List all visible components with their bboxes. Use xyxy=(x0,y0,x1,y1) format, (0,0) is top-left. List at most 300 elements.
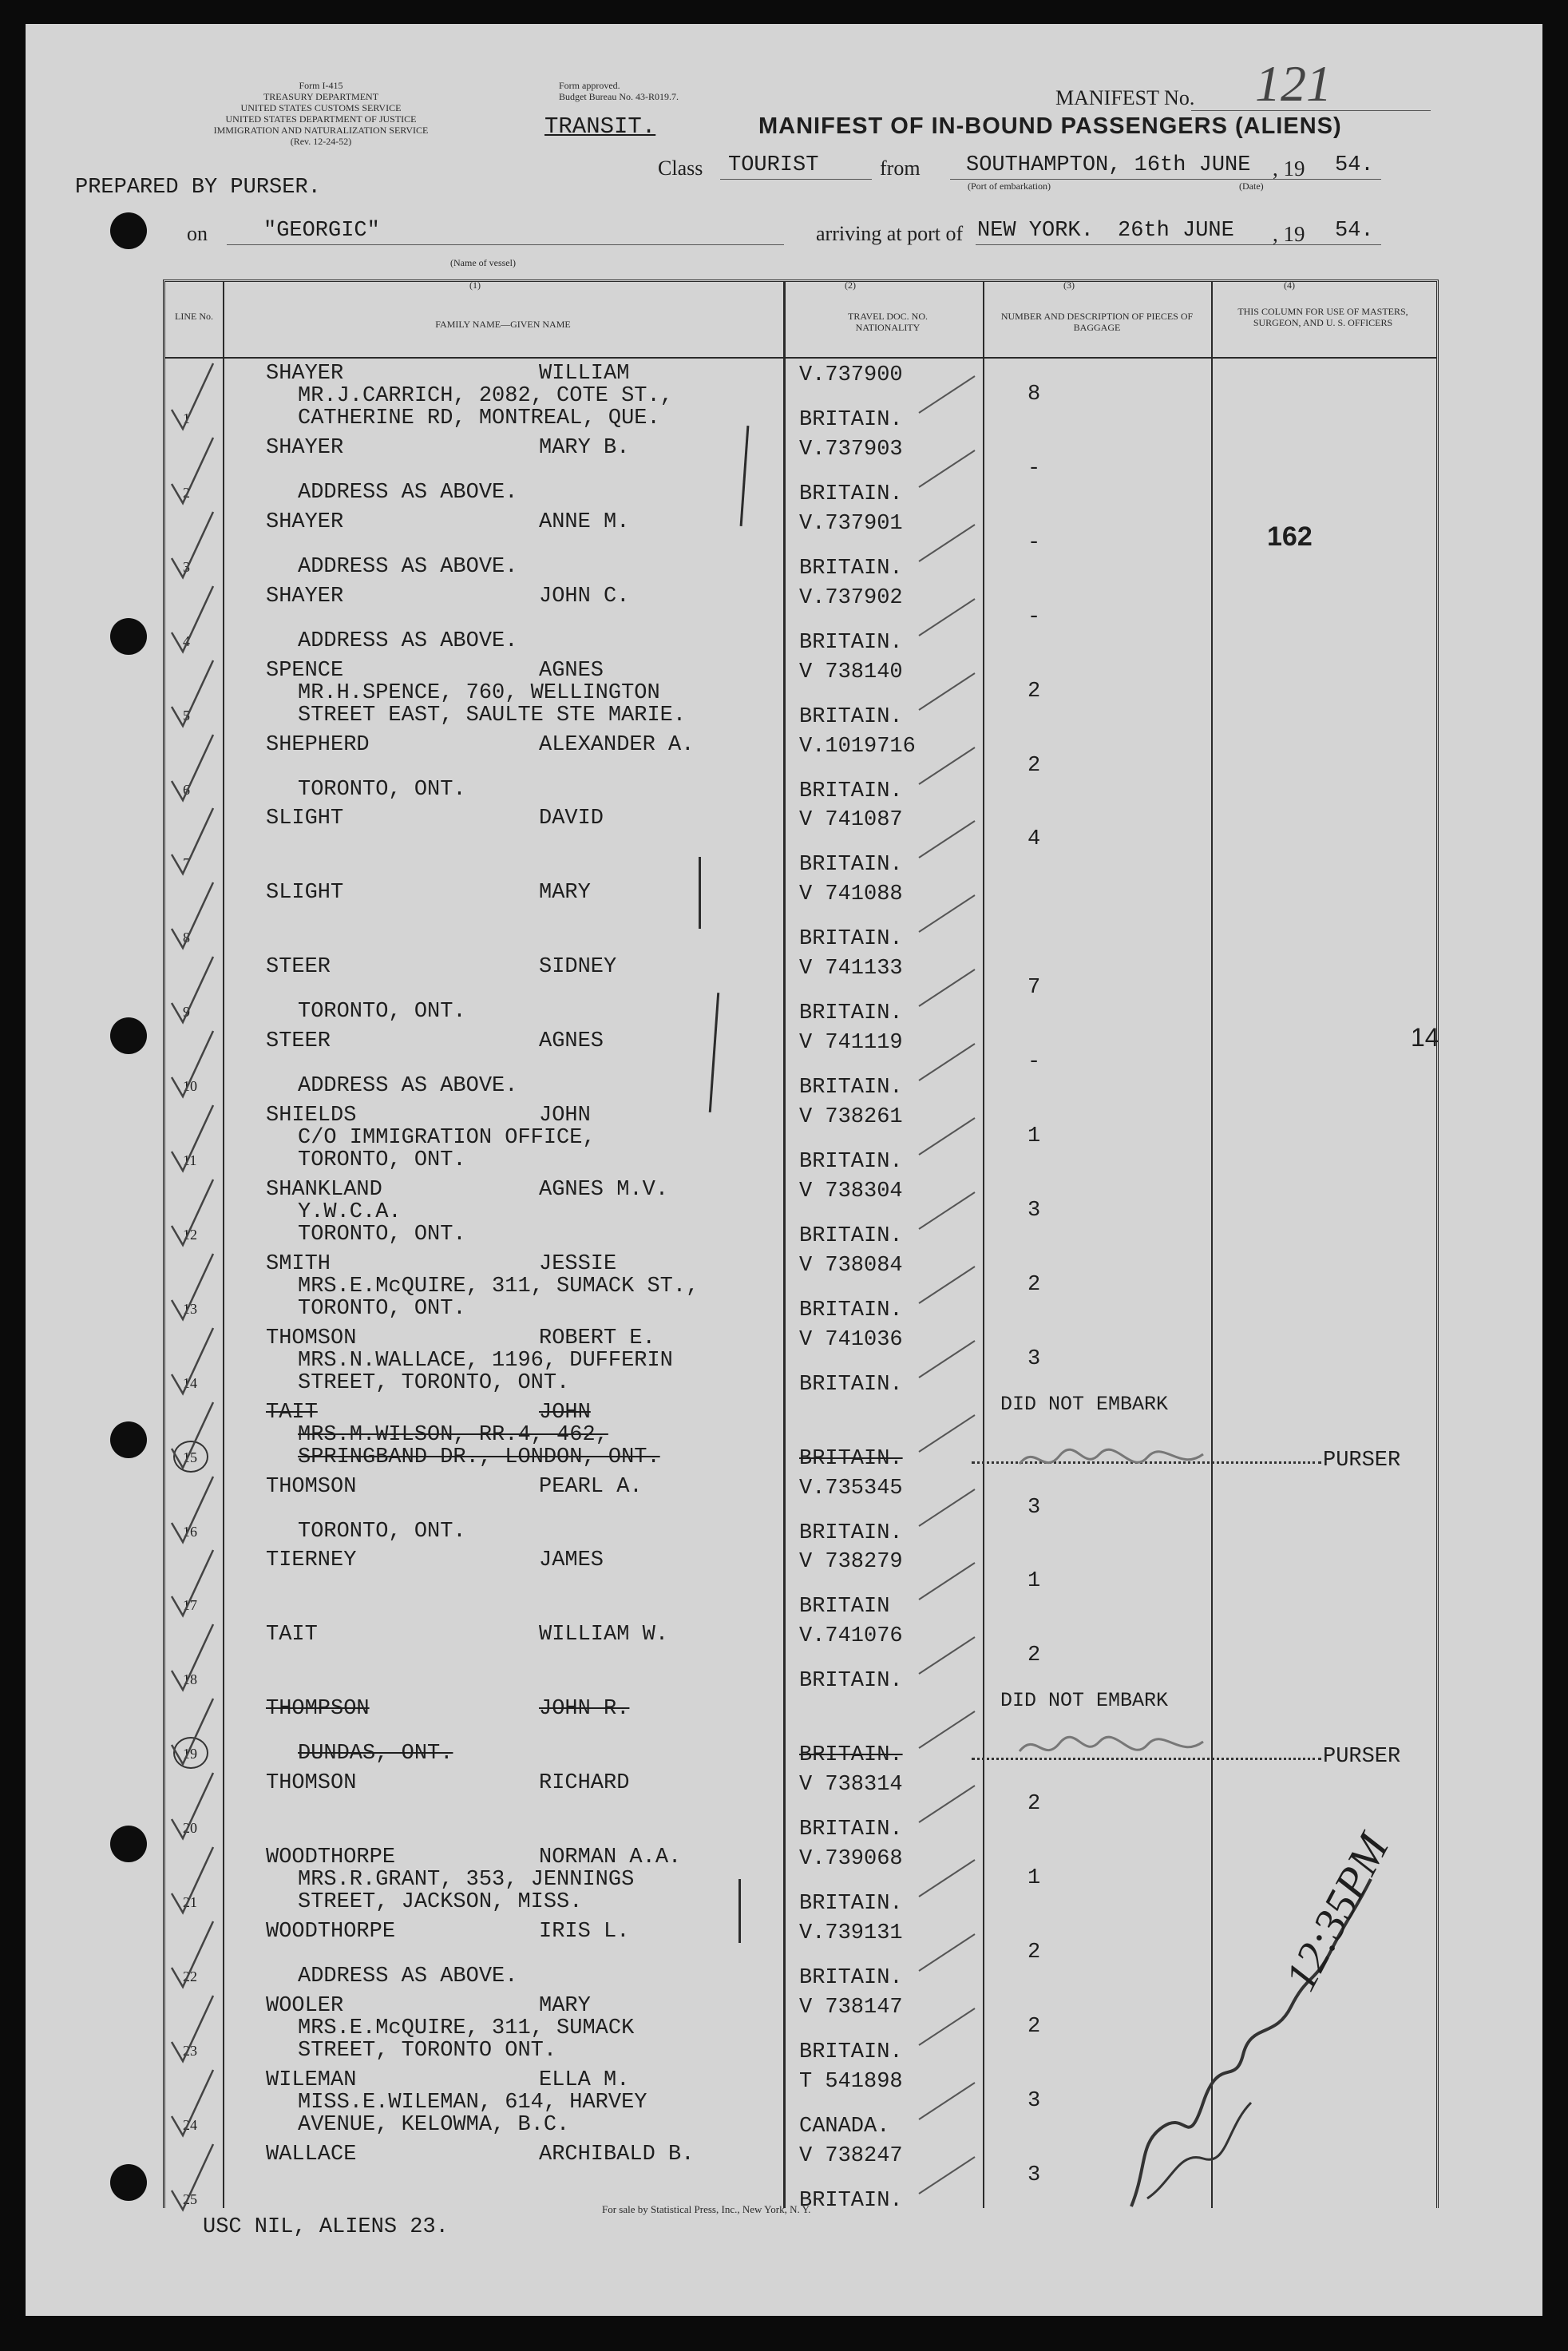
baggage-count: 3 xyxy=(1028,1495,1041,1520)
line-number: 23 xyxy=(183,2042,197,2059)
table-row xyxy=(165,1621,1436,1695)
class-line xyxy=(720,179,872,180)
on-label: on xyxy=(187,222,208,245)
baggage-count: 2 xyxy=(1028,1272,1041,1297)
nationality: BRITAIN. xyxy=(799,704,903,729)
from-label: from xyxy=(880,157,921,180)
printer-imprint: For sale by Statistical Press, Inc., New York, N. Y. xyxy=(602,2203,811,2215)
given-name: MARY xyxy=(539,881,591,906)
travel-doc-number: V.1019716 xyxy=(799,734,916,759)
line-number: 19 xyxy=(183,1746,197,1762)
travel-doc-number: V 738304 xyxy=(799,1179,903,1203)
customs-service: UNITED STATES CUSTOMS SERVICE xyxy=(240,102,402,113)
baggage-count: 2 xyxy=(1028,2014,1041,2039)
punch-hole xyxy=(110,1017,147,1054)
did-not-embark-note: DID NOT EMBARK xyxy=(1000,1689,1169,1713)
doc-check-stroke xyxy=(916,667,980,715)
line-number: 11 xyxy=(183,1152,197,1168)
header-travel-doc: TRAVEL DOC. NO. NATIONALITY xyxy=(847,311,928,333)
doc-check-stroke xyxy=(916,815,980,862)
address-line: MRS.N.WALLACE, 1196, DUFFERIN xyxy=(298,1348,673,1373)
travel-doc-number: V 738247 xyxy=(799,2143,903,2168)
purser-signature xyxy=(1012,1440,1219,1480)
nationality: BRITAIN. xyxy=(799,1892,903,1916)
nationality: BRITAIN. xyxy=(799,1446,903,1471)
nationality: BRITAIN. xyxy=(799,408,903,432)
check-mark xyxy=(165,1547,221,1619)
line-number: 7 xyxy=(183,855,190,872)
nationality: BRITAIN. xyxy=(799,1372,903,1397)
check-mark xyxy=(165,434,221,506)
address-line: MRS.E.McQUIRE, 311, SUMACK ST., xyxy=(298,1274,699,1298)
line-number: 9 xyxy=(183,1004,190,1021)
line-number: 15 xyxy=(183,1449,197,1465)
given-name: ROBERT E. xyxy=(539,1326,655,1350)
check-mark xyxy=(165,805,221,877)
nationality: BRITAIN. xyxy=(799,1298,903,1322)
line-number: 12 xyxy=(183,1226,197,1243)
given-name: RICHARD xyxy=(539,1771,630,1796)
address-line: CATHERINE RD, MONTREAL, QUE. xyxy=(298,406,660,430)
family-name: WALLACE xyxy=(266,2142,357,2167)
address-line: ADDRESS AS ABOVE. xyxy=(298,480,518,505)
table-row xyxy=(165,879,1436,953)
header-name: FAMILY NAME—GIVEN NAME xyxy=(435,319,571,330)
given-name: DAVID xyxy=(539,807,604,831)
officer-purser-note: PURSER xyxy=(1323,1448,1401,1473)
baggage-count: 2 xyxy=(1028,679,1041,704)
baggage-count: - xyxy=(1028,605,1041,629)
address-line: ADDRESS AS ABOVE. xyxy=(298,554,518,579)
check-mark xyxy=(165,1028,221,1100)
address-line: MR.H.SPENCE, 760, WELLINGTON xyxy=(298,680,660,705)
baggage-count: 1 xyxy=(1028,1569,1041,1594)
check-mark xyxy=(165,1251,221,1322)
given-name: WILLIAM xyxy=(539,362,630,386)
doc-check-stroke xyxy=(916,444,980,492)
family-name: SHAYER xyxy=(266,362,344,386)
line-number: 18 xyxy=(183,1671,197,1688)
family-name: THOMPSON xyxy=(266,1697,370,1722)
line-number: 22 xyxy=(183,1968,197,1984)
handwritten-mark xyxy=(699,857,701,929)
table-row xyxy=(165,1473,1436,1548)
travel-doc-number: T 541898 xyxy=(799,2069,903,2094)
doc-check-stroke xyxy=(916,2076,980,2124)
family-name: WOODTHORPE xyxy=(266,1919,396,1944)
given-name: AGNES xyxy=(539,658,604,683)
line-number: 6 xyxy=(183,781,190,798)
given-name: ALEXANDER A. xyxy=(539,732,695,757)
check-mark xyxy=(165,731,221,803)
travel-doc-number: V 741088 xyxy=(799,882,903,907)
doc-check-stroke xyxy=(916,1112,980,1160)
travel-doc-number: V 738084 xyxy=(799,1253,903,1278)
form-agency-block xyxy=(169,80,473,147)
doc-check-stroke xyxy=(916,593,980,640)
footer-aliens-count: USC NIL, ALIENS 23. xyxy=(203,2215,449,2239)
check-mark xyxy=(165,1770,221,1842)
handwritten-mark xyxy=(738,1879,741,1943)
revision: (Rev. 12-24-52) xyxy=(290,136,352,147)
budget-bureau: Budget Bureau No. 43-R019.7. xyxy=(559,91,679,102)
address-line: DUNDAS, ONT. xyxy=(298,1742,453,1766)
travel-doc-number: V.735345 xyxy=(799,1476,903,1501)
transit-label: TRANSIT. xyxy=(544,113,656,140)
baggage-count: 8 xyxy=(1028,383,1041,406)
handwritten-time: 12:35PM xyxy=(1275,1826,1399,1999)
nationality: BRITAIN. xyxy=(799,927,903,952)
purser-signature xyxy=(1012,1727,1219,1767)
nationality: BRITAIN. xyxy=(799,1001,903,1026)
nationality: BRITAIN. xyxy=(799,779,903,803)
nationality: BRITAIN. xyxy=(799,1076,903,1100)
table-row xyxy=(165,1689,1436,1770)
family-name: SPENCE xyxy=(266,658,344,683)
travel-doc-number: V.737900 xyxy=(799,363,903,387)
family-name: SHEPHERD xyxy=(266,732,370,757)
family-name: THOMSON xyxy=(266,1771,357,1796)
doc-check-stroke xyxy=(916,518,980,566)
table-row xyxy=(165,953,1436,1028)
dept-justice: UNITED STATES DEPARTMENT OF JUSTICE xyxy=(225,113,417,125)
doc-check-stroke xyxy=(916,1556,980,1604)
check-mark xyxy=(165,1102,221,1174)
nationality: BRITAIN. xyxy=(799,556,903,581)
travel-doc-number: V.741076 xyxy=(799,1624,903,1649)
header-officers: THIS COLUMN FOR USE OF MASTERS, SURGEON, AND U. S. OFFICERS xyxy=(1237,306,1408,328)
table-row xyxy=(165,731,1436,806)
address-line: MRS.M.WILSON, RR.4, 462, xyxy=(298,1422,608,1447)
nationality: BRITAIN xyxy=(799,1595,890,1620)
arrival-line xyxy=(976,244,1381,245)
line-number: 5 xyxy=(183,707,190,724)
family-name: STEER xyxy=(266,1029,331,1054)
family-name: WILEMAN xyxy=(266,2068,357,2092)
arriving-label: arriving at port of xyxy=(816,222,964,245)
class-value: TOURIST xyxy=(728,153,819,177)
from-year: 54. xyxy=(1335,153,1374,177)
check-mark xyxy=(165,657,221,729)
table-row xyxy=(165,1028,1436,1102)
vessel-name: "GEORGIC" xyxy=(263,219,380,243)
address-line: ADDRESS AS ABOVE. xyxy=(298,628,518,653)
travel-doc-number: V 738261 xyxy=(799,1105,903,1129)
line-number: 8 xyxy=(183,930,190,946)
nationality: BRITAIN. xyxy=(799,1669,903,1694)
travel-doc-number: V 741087 xyxy=(799,808,903,833)
travel-doc-number: V 738279 xyxy=(799,1550,903,1575)
travel-doc-number: V.737903 xyxy=(799,437,903,462)
nationality: BRITAIN. xyxy=(799,630,903,655)
check-mark xyxy=(165,2067,221,2139)
table-row xyxy=(165,1176,1436,1251)
doc-check-stroke xyxy=(916,1779,980,1827)
doc-check-stroke xyxy=(916,1037,980,1085)
baggage-count: - xyxy=(1028,530,1041,555)
address-line: SPRINGBAND DR., LONDON, ONT. xyxy=(298,1445,660,1469)
baggage-count: 2 xyxy=(1028,753,1041,778)
doc-check-stroke xyxy=(916,1705,980,1753)
punch-hole xyxy=(110,212,147,249)
line-number: 10 xyxy=(183,1078,197,1095)
address-line: STREET EAST, SAULTE STE MARIE. xyxy=(298,703,687,728)
nationality: BRITAIN. xyxy=(799,1150,903,1174)
given-name: JOHN xyxy=(539,1104,591,1128)
baggage-count: 2 xyxy=(1028,1792,1041,1817)
family-name: SLIGHT xyxy=(266,881,344,906)
address-line: STREET, TORONTO, ONT. xyxy=(298,1370,570,1395)
doc-check-stroke xyxy=(916,1260,980,1308)
family-name: SLIGHT xyxy=(266,807,344,831)
address-line: MRS.E.McQUIRE, 311, SUMACK xyxy=(298,2016,635,2040)
given-name: JAMES xyxy=(539,1548,604,1573)
given-name: IRIS L. xyxy=(539,1919,630,1944)
nationality: BRITAIN. xyxy=(799,853,903,878)
table-row xyxy=(165,1547,1436,1621)
address-line: MRS.R.GRANT, 353, JENNINGS xyxy=(298,1868,635,1892)
line-number: 25 xyxy=(183,2190,197,2207)
table-row xyxy=(165,1251,1436,1325)
line-number: 3 xyxy=(183,558,190,575)
given-name: JOHN C. xyxy=(539,584,630,609)
travel-doc-number: V 738147 xyxy=(799,1995,903,2020)
baggage-count: 3 xyxy=(1028,1198,1041,1223)
address-line: TORONTO, ONT. xyxy=(298,1222,466,1247)
family-name: THOMSON xyxy=(266,1326,357,1350)
table-row xyxy=(165,1392,1436,1473)
doc-check-stroke xyxy=(916,1928,980,1976)
line-number: 17 xyxy=(183,1597,197,1614)
check-mark xyxy=(165,1399,221,1471)
immigration-service: IMMIGRATION AND NATURALIZATION SERVICE xyxy=(213,125,429,136)
nationality: BRITAIN. xyxy=(799,1818,903,1842)
family-name: SHAYER xyxy=(266,509,344,534)
check-mark xyxy=(165,953,221,1025)
manifest-label: MANIFEST No. xyxy=(1055,86,1195,109)
given-name: SIDNEY xyxy=(539,955,617,980)
family-name: STEER xyxy=(266,955,331,980)
column-number-3: (3) xyxy=(1063,280,1075,291)
travel-doc-number: V.737902 xyxy=(799,585,903,610)
nationality: BRITAIN. xyxy=(799,2188,903,2213)
table-row xyxy=(165,657,1436,731)
doc-check-stroke xyxy=(916,741,980,789)
given-name: JOHN xyxy=(539,1400,591,1425)
address-line: MISS.E.WILEMAN, 614, HARVEY xyxy=(298,2090,647,2115)
travel-doc-number: V 738140 xyxy=(799,660,903,684)
date-note: (Date) xyxy=(1239,180,1264,192)
from-line xyxy=(950,179,1381,180)
given-name: MARY B. xyxy=(539,435,630,460)
manifest-title: MANIFEST OF IN-BOUND PASSENGERS (ALIENS) xyxy=(758,113,1342,139)
family-name: SHIELDS xyxy=(266,1104,357,1128)
punch-hole xyxy=(110,1826,147,1862)
form-number: Form I-415 xyxy=(299,80,343,91)
port-embark-note: (Port of embarkation) xyxy=(968,180,1051,192)
line-number: 14 xyxy=(183,1374,197,1391)
nationality: BRITAIN. xyxy=(799,1520,903,1545)
baggage-count: 3 xyxy=(1028,1346,1041,1371)
table-row xyxy=(165,434,1436,509)
class-label: Class xyxy=(658,157,703,180)
family-name: SMITH xyxy=(266,1251,331,1276)
table-row xyxy=(165,1325,1436,1399)
nationality: CANADA. xyxy=(799,2114,890,2139)
approval-text: Form approved. xyxy=(559,80,620,91)
baggage-count: 1 xyxy=(1028,1866,1041,1890)
baggage-count: - xyxy=(1028,1050,1041,1075)
check-mark xyxy=(165,1844,221,1916)
family-name: TAIT xyxy=(266,1400,318,1425)
given-name: ARCHIBALD B. xyxy=(539,2142,695,2167)
table-row xyxy=(165,1102,1436,1176)
column-number-4: (4) xyxy=(1284,280,1295,291)
nationality: BRITAIN. xyxy=(799,482,903,506)
check-mark xyxy=(165,1695,221,1767)
travel-doc-number: V.739131 xyxy=(799,1921,903,1945)
given-name: AGNES xyxy=(539,1029,604,1054)
doc-check-stroke xyxy=(916,1409,980,1457)
check-mark xyxy=(165,2141,221,2213)
travel-doc-number: V 741119 xyxy=(799,1031,903,1056)
doc-check-stroke xyxy=(916,963,980,1011)
check-mark xyxy=(165,1621,221,1693)
form-approval xyxy=(559,80,679,102)
travel-doc-number: V.739068 xyxy=(799,1847,903,1871)
address-line: TORONTO, ONT. xyxy=(298,777,466,802)
baggage-count: 3 xyxy=(1028,2088,1041,2113)
line-number: 4 xyxy=(183,632,190,649)
manifest-number: 121 xyxy=(1255,55,1332,112)
arrival-year-prefix: , 19 xyxy=(1273,222,1305,246)
punch-hole xyxy=(110,1421,147,1458)
nationality: BRITAIN. xyxy=(799,1223,903,1248)
header-divider xyxy=(165,357,1436,359)
given-name: AGNES M.V. xyxy=(539,1177,669,1202)
given-name: JESSIE xyxy=(539,1251,617,1276)
address-line: TORONTO, ONT. xyxy=(298,1519,466,1544)
travel-doc-number: V 741036 xyxy=(799,1327,903,1352)
address-line: Y.W.C.A. xyxy=(298,1199,402,1224)
address-line: TORONTO, ONT. xyxy=(298,1148,466,1172)
line-number: 13 xyxy=(183,1300,197,1317)
check-mark xyxy=(165,1176,221,1248)
doc-check-stroke xyxy=(916,1334,980,1382)
line-number: 21 xyxy=(183,1894,197,1910)
table-row xyxy=(165,1770,1436,1844)
check-mark xyxy=(165,509,221,581)
doc-check-stroke xyxy=(916,889,980,937)
given-name: ELLA M. xyxy=(539,2068,630,2092)
check-mark xyxy=(165,879,221,951)
given-name: MARY xyxy=(539,1993,591,2018)
address-line: STREET, JACKSON, MISS. xyxy=(298,1890,583,1914)
family-name: WOOLER xyxy=(266,1993,344,2018)
address-line: TORONTO, ONT. xyxy=(298,1296,466,1321)
from-year-prefix: , 19 xyxy=(1273,157,1305,180)
table-row xyxy=(165,509,1436,583)
arrival-port: NEW YORK. xyxy=(977,219,1094,243)
family-name: TAIT xyxy=(266,1623,318,1647)
doc-check-stroke xyxy=(916,2002,980,2050)
table-row xyxy=(165,360,1436,434)
doc-check-stroke xyxy=(916,1483,980,1531)
address-line: AVENUE, KELOWMA, B.C. xyxy=(298,2112,570,2137)
vessel-note: (Name of vessel) xyxy=(450,257,516,268)
prepared-by: PREPARED BY PURSER. xyxy=(75,176,321,200)
baggage-count: 2 xyxy=(1028,1643,1041,1668)
punch-hole xyxy=(110,618,147,655)
family-name: SHANKLAND xyxy=(266,1177,382,1202)
address-line: STREET, TORONTO ONT. xyxy=(298,2038,557,2063)
line-number: 1 xyxy=(183,410,190,426)
dept-treasury: TREASURY DEPARTMENT xyxy=(263,91,379,102)
baggage-count: - xyxy=(1028,456,1041,481)
check-mark xyxy=(165,1918,221,1990)
check-mark xyxy=(165,1992,221,2064)
given-name: PEARL A. xyxy=(539,1474,643,1499)
baggage-count: 7 xyxy=(1028,976,1041,1001)
embark-port-date: SOUTHAMPTON, 16th JUNE xyxy=(966,153,1251,177)
column-number-1: (1) xyxy=(469,280,481,291)
doc-check-stroke xyxy=(916,2151,980,2198)
punch-hole xyxy=(110,2164,147,2201)
address-line: ADDRESS AS ABOVE. xyxy=(298,1964,518,1988)
address-line: TORONTO, ONT. xyxy=(298,1000,466,1025)
header-line-no: LINE No. xyxy=(175,311,213,322)
family-name: TIERNEY xyxy=(266,1548,357,1573)
travel-doc-number: V.737901 xyxy=(799,511,903,536)
given-name: JOHN R. xyxy=(539,1697,630,1722)
baggage-count: 2 xyxy=(1028,1940,1041,1964)
nationality: BRITAIN. xyxy=(799,1743,903,1768)
nationality: BRITAIN. xyxy=(799,1965,903,1990)
table-row xyxy=(165,583,1436,657)
header-baggage: NUMBER AND DESCRIPTION OF PIECES OF BAGGAGE xyxy=(1000,311,1194,333)
line-number: 16 xyxy=(183,1523,197,1540)
check-mark xyxy=(165,583,221,655)
given-name: ANNE M. xyxy=(539,509,630,534)
did-not-embark-note: DID NOT EMBARK xyxy=(1000,1392,1169,1416)
family-name: THOMSON xyxy=(266,1474,357,1499)
address-line: C/O IMMIGRATION OFFICE, xyxy=(298,1126,596,1150)
family-name: SHAYER xyxy=(266,435,344,460)
doc-check-stroke xyxy=(916,370,980,418)
given-name: NORMAN A.A. xyxy=(539,1846,682,1869)
doc-check-stroke xyxy=(916,1853,980,1901)
arrival-date: 26th JUNE xyxy=(1118,219,1234,243)
baggage-count: 4 xyxy=(1028,827,1041,852)
officer-purser-note: PURSER xyxy=(1323,1745,1401,1770)
travel-doc-number: V 738314 xyxy=(799,1773,903,1798)
manifest-sheet xyxy=(26,24,1542,2316)
line-number: 2 xyxy=(183,484,190,501)
given-name: WILLIAM W. xyxy=(539,1623,669,1647)
family-name: SHAYER xyxy=(266,584,344,609)
nationality: BRITAIN. xyxy=(799,2040,903,2064)
address-line: MR.J.CARRICH, 2082, COTE ST., xyxy=(298,384,673,408)
doc-check-stroke xyxy=(916,1186,980,1234)
column-number-2: (2) xyxy=(845,280,856,291)
doc-check-stroke xyxy=(916,1631,980,1679)
travel-doc-number: V 741133 xyxy=(799,957,903,981)
family-name: WOODTHORPE xyxy=(266,1846,396,1869)
table-row xyxy=(165,805,1436,879)
baggage-count: 3 xyxy=(1028,2163,1041,2187)
check-mark xyxy=(165,1325,221,1397)
check-mark xyxy=(165,1473,221,1545)
